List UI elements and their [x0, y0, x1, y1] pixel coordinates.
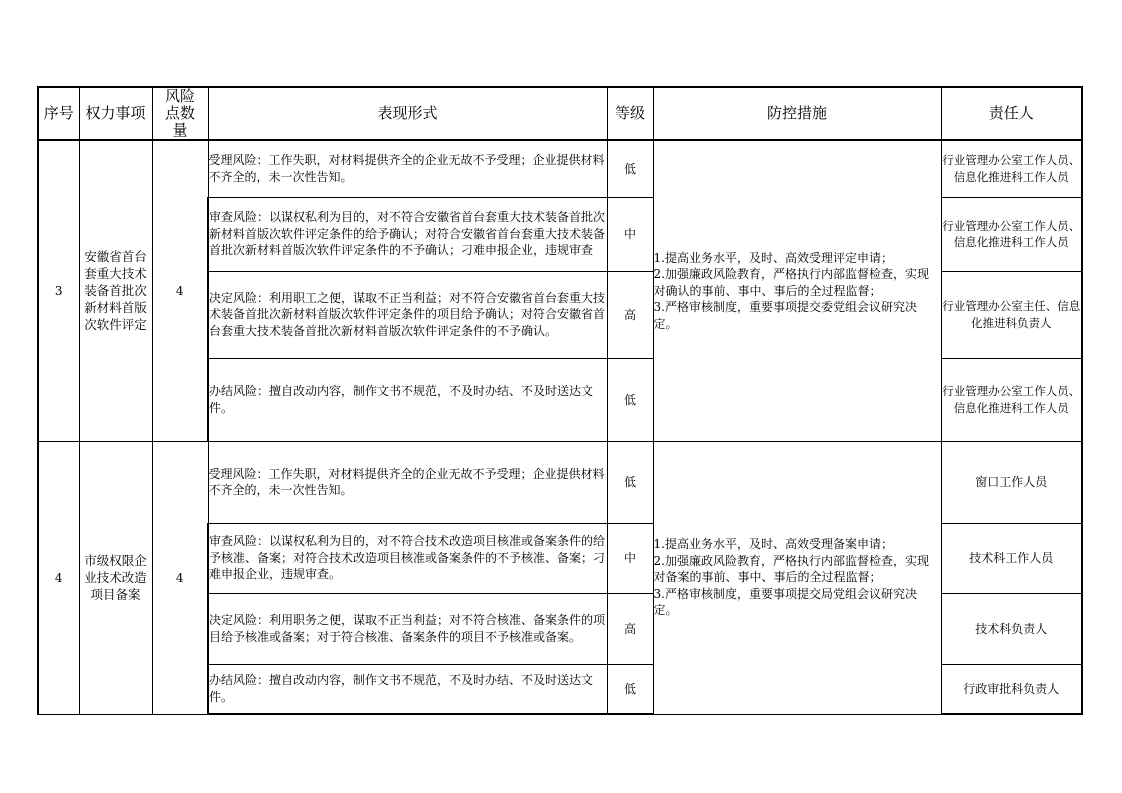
table-row	[38, 441, 1082, 523]
responsible-cell: 技术科负责人	[941, 593, 1082, 664]
header-measures: 防控措施	[653, 87, 941, 140]
measures-text: 1.提高业务水平，及时、高效受理评定申请； 2.加强廉政风险教育，严格执行内部监督检查，实现对确认的事前、事中、事后的全过程监督； 3.严格审核制度，重要事项提交委党组会议研究决定。	[653, 250, 929, 331]
risk-form-cell: 受理风险：工作失职，对材料提供齐全的企业无故不予受理；企业提供材料不齐全的，未一次性告知。	[208, 140, 607, 197]
risk-form-cell: 决定风险：利用职务之便，谋取不正当利益；对不符合核准、备案条件的项目给予核准或备案；对于符合核准、备案条件的项目不予核准或备案。	[208, 593, 607, 664]
measures-cell	[653, 441, 941, 714]
risk-form-cell: 办结风险：擅自改动内容，制作文书不规范，不及时办结、不及时送达文件。	[208, 358, 607, 441]
header-risk-count-text: 风险点数量	[164, 87, 195, 139]
measures-text: 1.提高业务水平，及时、高效受理备案申请； 2.加强廉政风险教育，严格执行内部监督检查，实现对备案的事前、事中、事后的全过程监督； 3.严格审核制度，重要事项提交局党组会议研究决定。	[653, 537, 929, 618]
responsible-text: 行业管理办公室工作人员、信息化推进科工作人员	[942, 153, 1081, 184]
risk-level-cell: 高	[607, 593, 653, 664]
risk-control-table	[37, 86, 1083, 715]
responsible-text: 行业管理办公室主任、信息化推进科负责人	[942, 299, 1081, 330]
responsible-text: 行业管理办公室工作人员、信息化推进科工作人员	[942, 384, 1081, 415]
responsible-cell	[941, 358, 1082, 441]
risk-level-cell: 中	[607, 197, 653, 271]
seq-cell: 3	[38, 140, 79, 441]
seq-cell: 4	[38, 441, 79, 714]
power-item-cell: 安徽省首台套重大技术装备首批次新材料首版次软件评定	[79, 140, 152, 441]
risk-level-cell: 低	[607, 664, 653, 714]
risk-form-cell: 审查风险：以谋权私利为目的，对不符合安徽省首台套重大技术装备首批次新材料首版次软件评定条件的给予确认；对符合安徽省首台套重大技术装备首批次新材料首版次软件评定条件的不予确认；刁难申报企业，违规审查	[208, 197, 607, 271]
risk-level-cell: 低	[607, 140, 653, 197]
header-risk-count	[152, 87, 208, 140]
power-item-cell: 市级权限企业技术改造项目备案	[79, 441, 152, 714]
header-form: 表现形式	[208, 87, 607, 140]
header-seq: 序号	[38, 87, 79, 140]
header-level: 等级	[607, 87, 653, 140]
risk-level-cell: 低	[607, 358, 653, 441]
responsible-cell: 技术科工作人员	[941, 523, 1082, 593]
header-power-item: 权力事项	[79, 87, 152, 140]
responsible-cell: 窗口工作人员	[941, 441, 1082, 523]
table-row	[38, 140, 1082, 197]
risk-form-cell: 审查风险：以谋权私利为目的，对不符合技术改造项目核准或备案条件的给予核准、备案；对符合技术改造项目核准或备案条件的不予核准、备案；刁难申报企业，违规审查。	[208, 523, 607, 593]
risk-count-cell: 4	[152, 140, 208, 441]
responsible-text: 行业管理办公室工作人员、信息化推进科工作人员	[942, 218, 1081, 249]
responsible-cell	[941, 197, 1082, 271]
measures-cell	[653, 140, 941, 441]
responsible-cell: 行政审批科负责人	[941, 664, 1082, 714]
risk-level-cell: 高	[607, 271, 653, 358]
risk-form-cell: 决定风险：利用职工之便，谋取不正当利益；对不符合安徽省首台套重大技术装备首批次新材料首版次软件评定条件的项目给予确认；对符合安徽省首台套重大技术装备首批次新材料首版次软件评定条件的不予确认。	[208, 271, 607, 358]
responsible-cell	[941, 271, 1082, 358]
responsible-cell	[941, 140, 1082, 197]
risk-form-cell: 受理风险：工作失职，对材料提供齐全的企业无故不予受理；企业提供材料不齐全的，未一次性告知。	[208, 441, 607, 523]
risk-level-cell: 低	[607, 441, 653, 523]
risk-count-cell: 4	[152, 441, 208, 714]
header-responsible: 责任人	[941, 87, 1082, 140]
header-row	[38, 87, 1082, 140]
risk-level-cell: 中	[607, 523, 653, 593]
risk-form-cell: 办结风险：擅自改动内容，制作文书不规范，不及时办结、不及时送达文件。	[208, 664, 607, 714]
